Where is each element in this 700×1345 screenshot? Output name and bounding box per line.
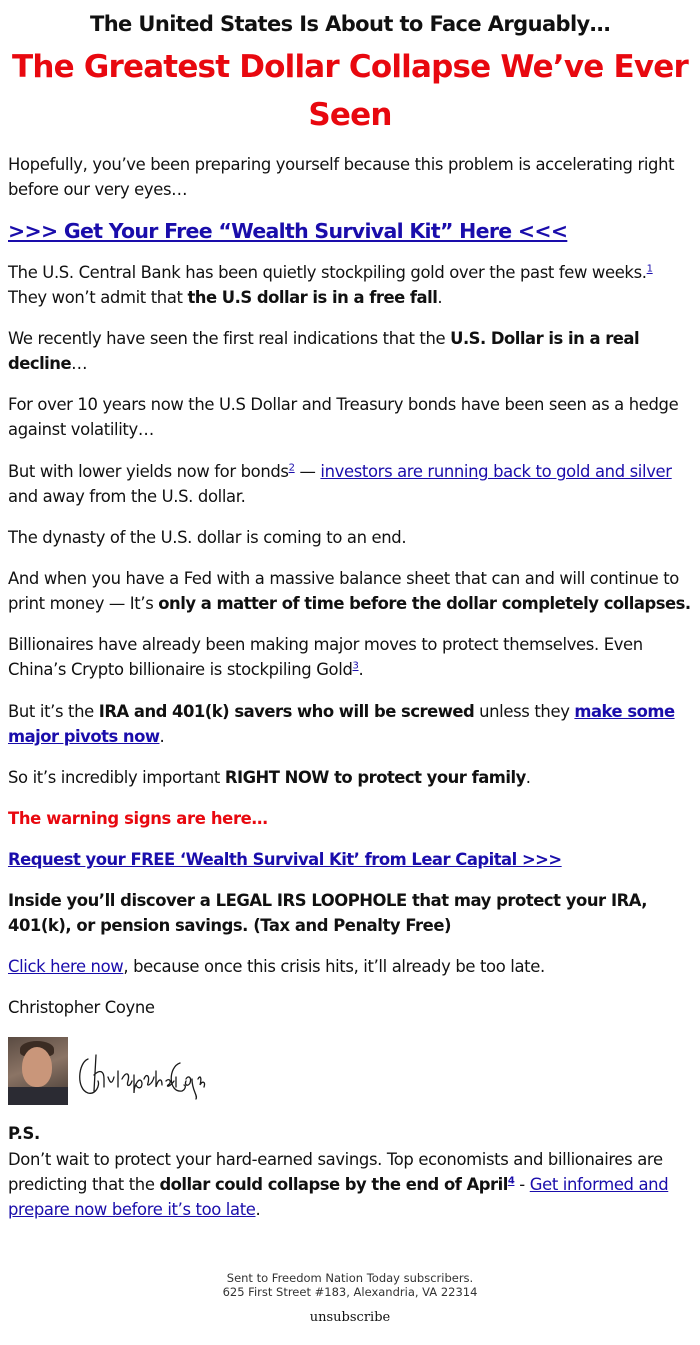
ps-label: P.S.	[8, 1124, 40, 1143]
click-here-link[interactable]: Click here now	[8, 957, 124, 976]
footer-line1: Sent to Freedom Nation Today subscribers.	[226, 1271, 474, 1285]
p9-bold: RIGHT NOW to protect your family	[224, 768, 526, 787]
paragraph-decline	[8, 326, 692, 376]
p9-end: .	[525, 768, 531, 787]
unsubscribe-link[interactable]: unsubscribe	[309, 1310, 391, 1325]
get-informed-link[interactable]: Get informed and prepare now before it’s too late	[8, 1175, 669, 1219]
author-photo	[8, 1037, 68, 1105]
click-paragraph	[8, 954, 692, 979]
p2-end: …	[71, 354, 88, 373]
major-pivots-link[interactable]: make some major pivots now	[8, 702, 675, 746]
p2-text: We recently have seen the first real indications that the	[8, 329, 451, 348]
p4-text: But with lower yields now for bonds	[8, 462, 289, 481]
loophole-paragraph: Inside you’ll discover a LEGAL IRS LOOPHOLE that may protect your IRA, 401(k), or pension savings. (Tax and Penalty Free)	[8, 891, 648, 935]
headline-main-line1: The Greatest Dollar Collapse We’ve Ever	[12, 49, 688, 85]
headline-top: The United States Is About to Face Arguably…	[89, 12, 611, 36]
headline-main	[8, 43, 692, 139]
p6-bold: only a matter of time before the dollar completely collapses.	[158, 594, 691, 613]
ps-text: Don’t wait to protect your hard-earned savings. Top economists and billionaires are predicting that the	[8, 1150, 663, 1194]
paragraph-ira-savers	[8, 699, 692, 749]
p1-text: The U.S. Central Bank has been quietly stockpiling gold over the past few weeks.	[8, 263, 647, 282]
warning-text: The warning signs are here…	[8, 809, 268, 828]
p2-bold: U.S. Dollar is in a real decline	[8, 329, 640, 373]
ps-bold: dollar could collapse by the end of April	[159, 1175, 508, 1194]
author-name: Christopher Coyne	[8, 998, 155, 1017]
p1-text2: They won’t admit that	[8, 288, 188, 307]
request-kit-link[interactable]: Request your FREE ‘Wealth Survival Kit’ from Lear Capital >>>	[8, 850, 562, 869]
handwritten-signature	[74, 1041, 208, 1101]
gold-silver-link[interactable]: investors are running back to gold and silver	[320, 462, 672, 481]
p1-bold: the U.S dollar is in a free fall	[187, 288, 438, 307]
p8-bold: IRA and 401(k) savers who will be screwed	[98, 702, 475, 721]
unsubscribe-wrap	[8, 1310, 692, 1325]
footnote-2-link[interactable]: 2	[288, 462, 295, 474]
footnote-1-link[interactable]: 1	[646, 263, 653, 275]
cta-paragraph	[8, 218, 692, 245]
p1-end: .	[437, 288, 443, 307]
footnote-4-link[interactable]: 4	[507, 1175, 515, 1187]
ps-end: .	[255, 1200, 261, 1219]
intro-paragraph: Hopefully, you’ve been preparing yourself because this problem is accelerating right before our very eyes…	[8, 155, 675, 199]
ps-dash: -	[514, 1175, 530, 1194]
footnote-3-link[interactable]: 3	[352, 660, 359, 672]
paragraph-billionaires	[8, 632, 692, 682]
paragraph-protect-family	[8, 765, 692, 790]
paragraph-dynasty: The dynasty of the U.S. dollar is coming to an end.	[8, 528, 407, 547]
signature-block	[8, 1037, 692, 1105]
paragraph-central-bank	[8, 260, 692, 310]
wealth-kit-cta-link[interactable]: >>> Get Your Free “Wealth Survival Kit” Here <<<	[8, 219, 568, 243]
ps-paragraph	[8, 1147, 692, 1222]
p8-mid: unless they	[474, 702, 575, 721]
p9-text: So it’s incredibly important	[8, 768, 225, 787]
request-paragraph	[8, 847, 692, 872]
paragraph-bonds	[8, 459, 692, 509]
click-end: , because once this crisis hits, it’ll already be too late.	[123, 957, 545, 976]
p7-text: Billionaires have already been making major moves to protect themselves. Even China’s Crypto billionaire is stockpiling Gold	[8, 635, 643, 679]
footer-address: 625 First Street #183, Alexandria, VA 22314	[222, 1285, 478, 1299]
paragraph-fed	[8, 566, 692, 616]
footer	[8, 1271, 692, 1299]
paragraph-hedge: For over 10 years now the U.S Dollar and Treasury bonds have been seen as a hedge against volatility…	[8, 395, 679, 439]
p8-text: But it’s the	[8, 702, 99, 721]
headline-main-line2: Seen	[308, 97, 392, 133]
p8-end: .	[159, 727, 165, 746]
p7-end: .	[358, 660, 364, 679]
p6-text: And when you have a Fed with a massive balance sheet that can and will continue to print money — It’s	[8, 569, 679, 613]
p4-dash: —	[294, 462, 321, 481]
p4-end: and away from the U.S. dollar.	[8, 487, 246, 506]
email-body	[0, 9, 700, 1325]
